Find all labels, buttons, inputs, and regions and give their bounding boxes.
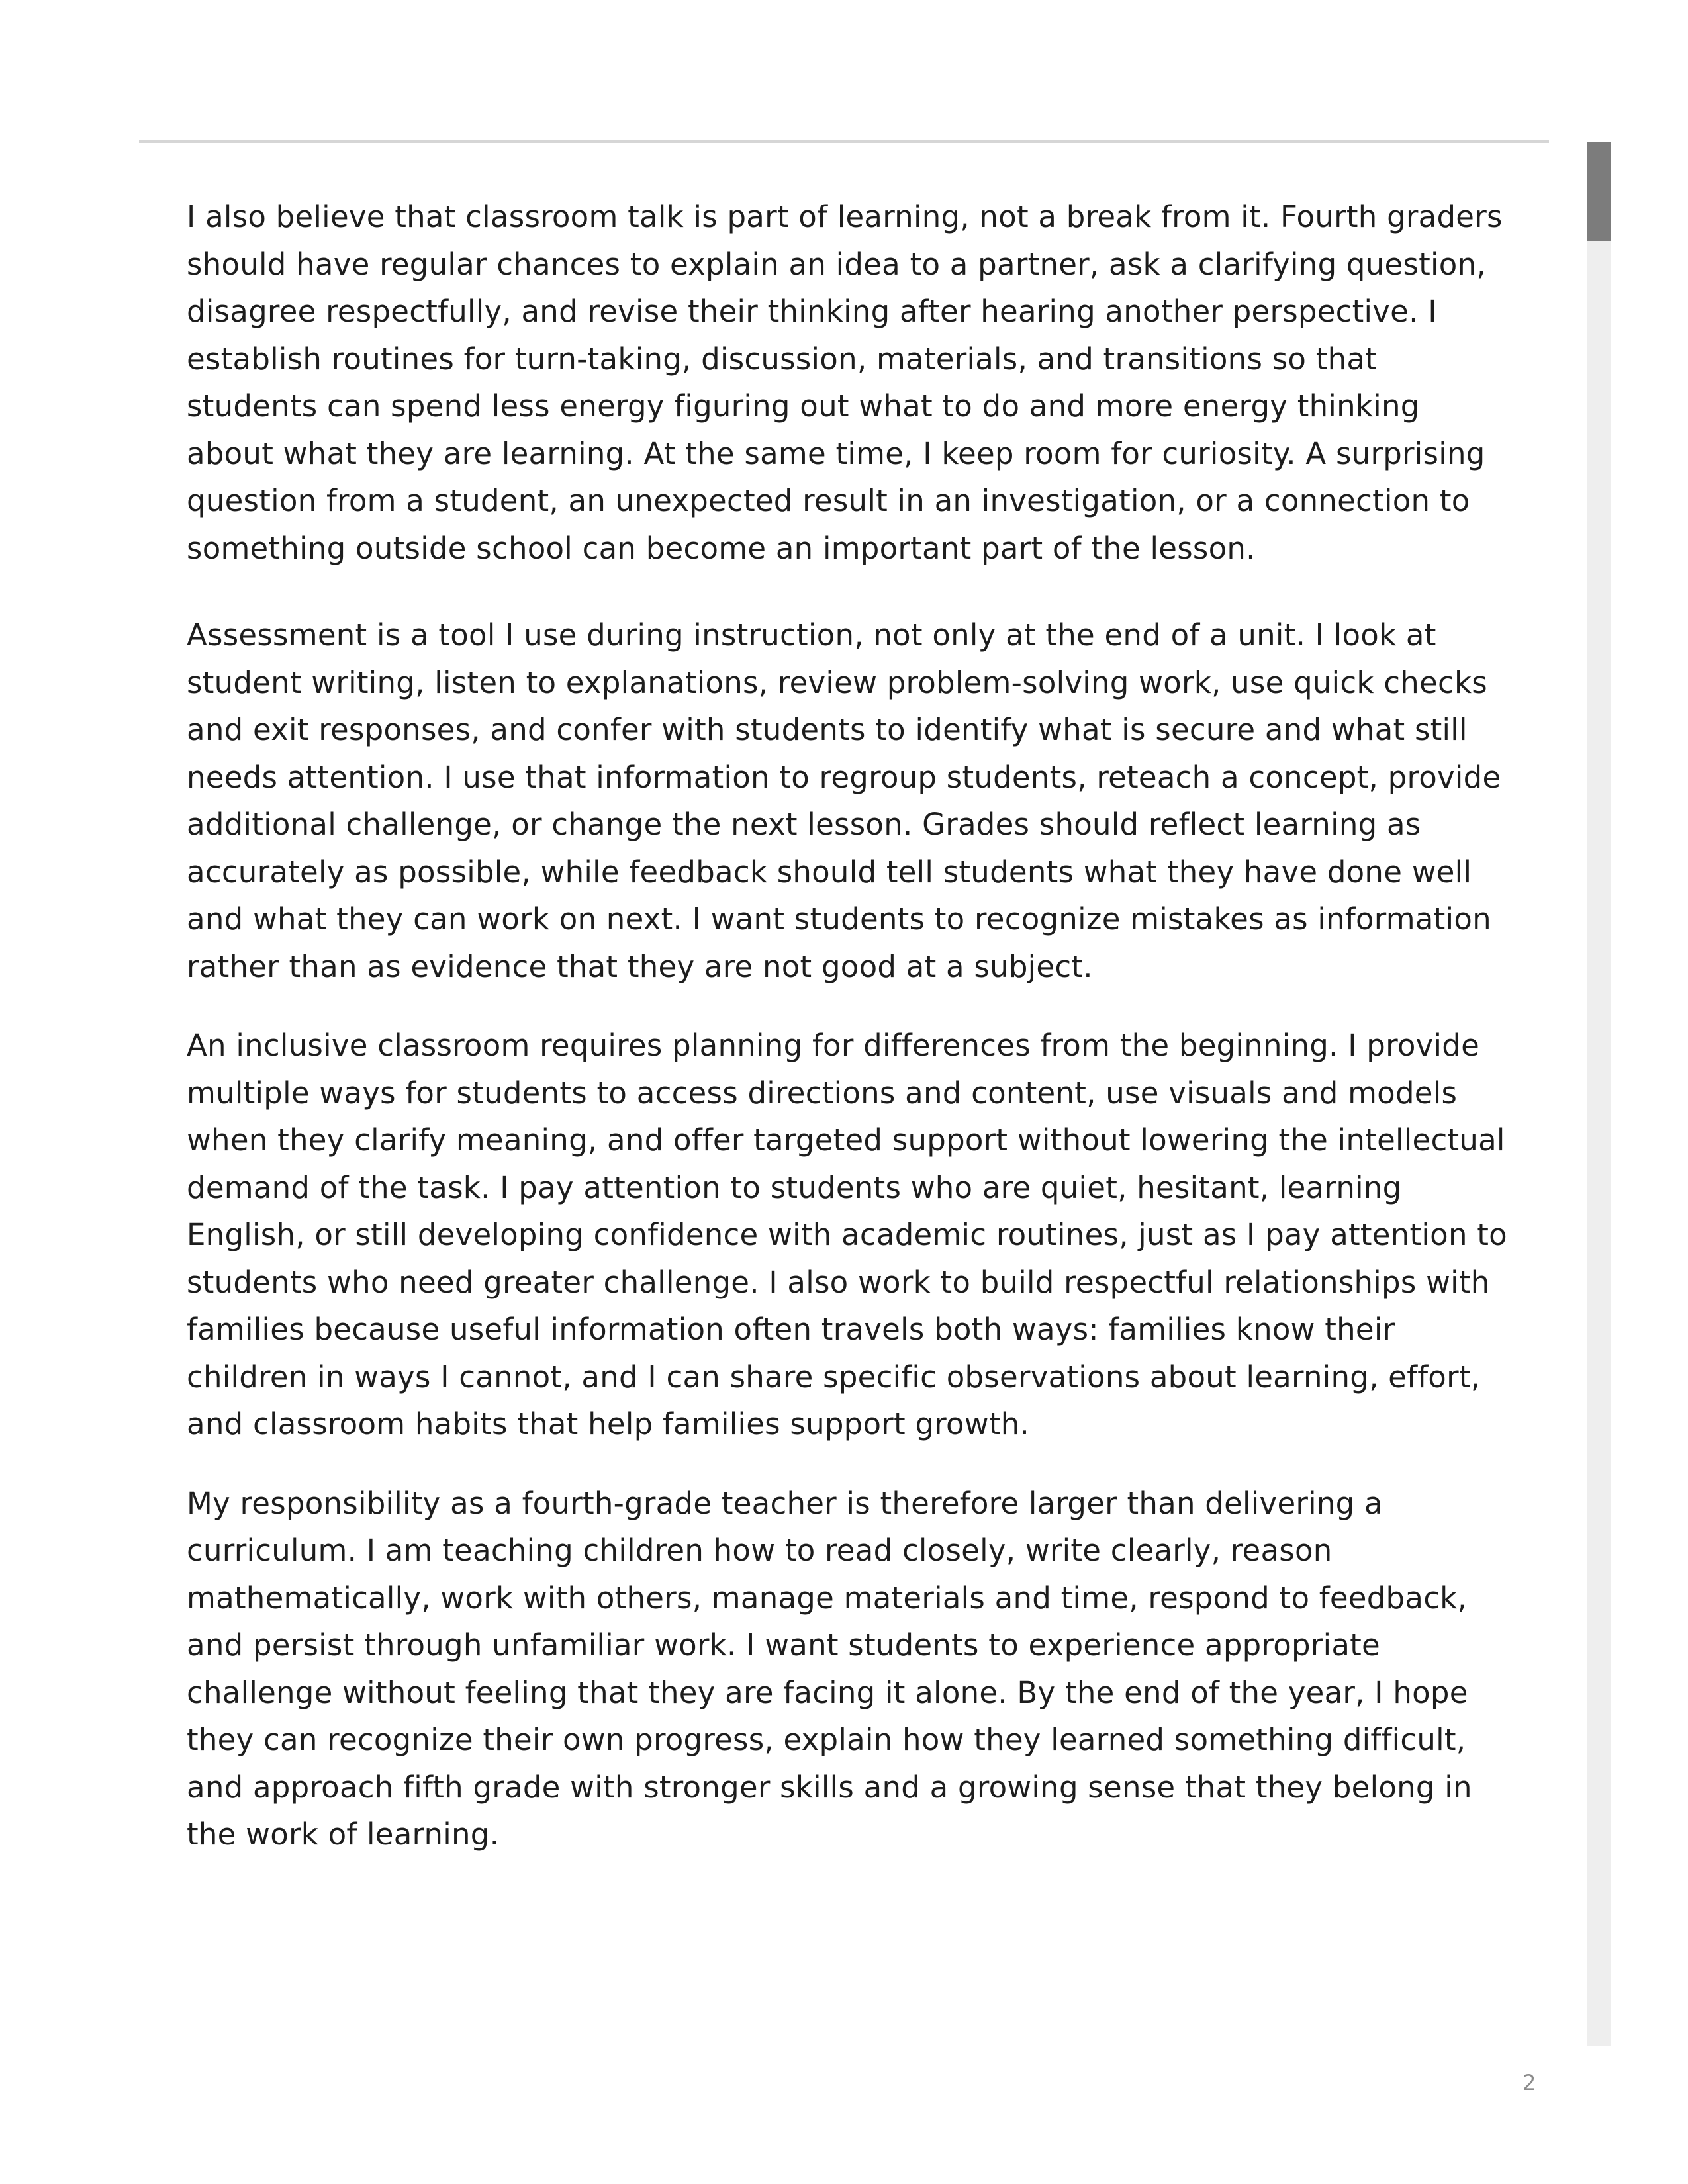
paragraph-assessment: Assessment is a tool I use during instruction, not only at the end of a unit. I look at student writing, listen to explanations, review problem-solving work, use quick checks and exit responses, and confer with students to identify what is secure and what still needs attention. I use that information to regroup students, reteach a concept, provide additional challenge, or change the next lesson. Grades should reflect learning as accurately as possible, while feedback should tell students what they have done well and what they can work on next. I want students to recognize mistakes as information rather than as evidence that they are not good at a subject. xyxy=(187,617,1501,984)
document-body xyxy=(187,193,1511,1890)
paragraph-inclusive-classroom: An inclusive classroom requires planning for differences from the beginning. I provide multiple ways for students to access directions and content, use visuals and models when they clarify meaning, and offer targeted support without lowering the intellectual demand of the task. I pay attention to students who are quiet, hesitant, learning English, or still developing confidence with academic routines, just as I pay attention to students who need greater challenge. I also work to build respectful relationships with families because useful information often travels both ways: families know their children in ways I cannot, and I can share specific observations about learning, effort, and classroom habits that help families support growth. xyxy=(187,1028,1507,1441)
header-divider xyxy=(139,140,1549,143)
vertical-scrollbar[interactable] xyxy=(1587,142,1611,2046)
paragraph-classroom-talk: I also believe that classroom talk is part of learning, not a break from it. Fourth graders should have regular chances to explain an idea to a partner, ask a clarifying question, disagree respectfully, and revise their thinking after hearing another perspective. I establish routines for turn-taking, discussion, materials, and transitions so that students can spend less energy figuring out what to do and more energy thinking about what they are learning. At the same time, I keep room for curiosity. A surprising question from a student, an unexpected result in an investigation, or a connection to something outside school can become an important part of the lesson. xyxy=(187,199,1503,566)
scrollbar-thumb[interactable] xyxy=(1587,142,1611,241)
page-number: 2 xyxy=(1523,2070,1536,2095)
paragraph-responsibility: My responsibility as a fourth-grade teacher is therefore larger than delivering a curriculum. I am teaching children how to read closely, write clearly, reason mathematically, work with others, manage materials and time, respond to feedback, and persist through unfamiliar work. I want students to experience appropriate challenge without feeling that they are facing it alone. By the end of the year, I hope they can recognize their own progress, explain how they learned something difficult, and approach fifth grade with stronger skills and a growing sense that they belong in the work of learning. xyxy=(187,1485,1472,1852)
